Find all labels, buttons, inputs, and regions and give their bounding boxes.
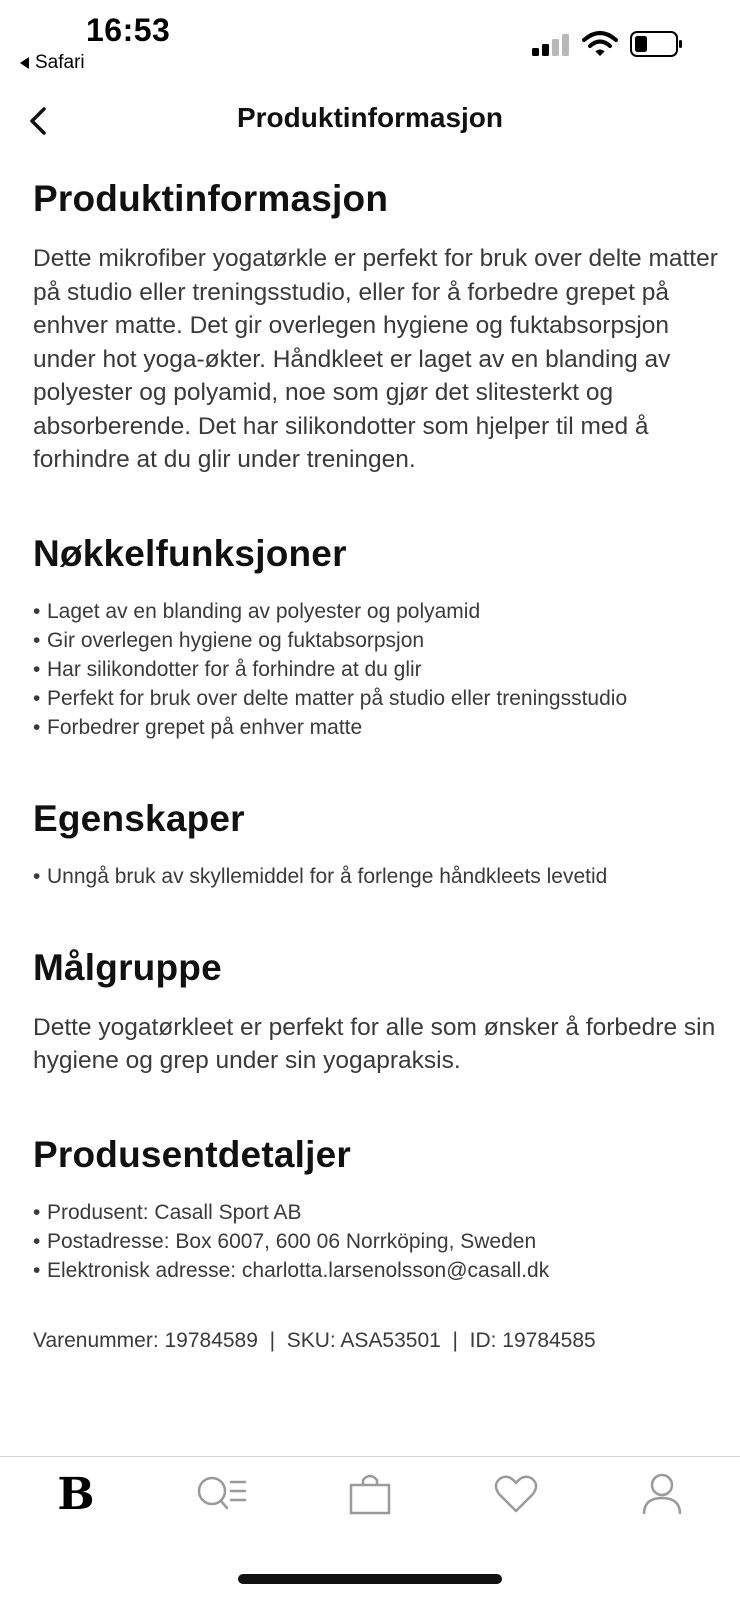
list-item: • Forbedrer grepet på enhver matte xyxy=(33,715,363,739)
back-app-label: Safari xyxy=(35,52,85,73)
tab-favorites[interactable] xyxy=(486,1469,546,1519)
back-triangle-icon xyxy=(20,57,29,69)
section-manufacturer-details xyxy=(33,1134,723,1285)
list-item: • Perfekt for bruk over delte matter på studio eller treningsstudio xyxy=(33,686,628,710)
section-heading: Produktinformasjon xyxy=(33,178,389,219)
home-indicator[interactable] xyxy=(238,1574,502,1584)
brand-logo-icon: B xyxy=(57,1468,95,1520)
product-description: Dette mikrofiber yogatørkle er perfekt for bruk over delte matter på studio eller treningsstudio, eller for å forbedre grepet på enhver matte. Det gir overlegen hygiene og fuktabsorpsjon under hot yoga-økter. Håndkleet er laget av en blanding av polyester og polyamid, noe som gjør det slitesterkt og absorberende. Det har silikondotter som hjelper til med å forhindre at du glir under treningen. xyxy=(33,245,718,473)
tab-home[interactable] xyxy=(46,1469,106,1519)
list-item: • Elektronisk adresse: charlotta.larsenolsson@casall.dk xyxy=(33,1258,550,1282)
list-item: • Unngå bruk av skyllemiddel for å forlenge håndkleets levetid xyxy=(33,864,608,888)
section-heading: Målgruppe xyxy=(33,946,222,988)
status-bar xyxy=(0,0,740,80)
feature-list xyxy=(33,597,723,742)
section-heading: Egenskaper xyxy=(33,797,245,839)
properties-list xyxy=(33,862,723,891)
section-heading: Nøkkelfunksjoner xyxy=(33,532,347,574)
wifi-icon xyxy=(582,30,618,58)
search-list-icon xyxy=(195,1474,249,1514)
tab-profile[interactable] xyxy=(632,1469,692,1519)
list-item: • Produsent: Casall Sport AB xyxy=(33,1200,302,1224)
list-item: • Postadresse: Box 6007, 600 06 Norrköping, Sweden xyxy=(33,1229,537,1253)
product-info-content xyxy=(33,178,723,1353)
section-heading: Produsentdetaljer xyxy=(33,1133,351,1175)
battery-icon xyxy=(630,31,684,57)
page-title: Produktinformasjon xyxy=(236,102,503,133)
shopping-bag-icon xyxy=(348,1472,392,1516)
section-properties xyxy=(33,798,723,891)
section-target-audience xyxy=(33,947,723,1078)
section-key-features xyxy=(33,533,723,742)
list-item: • Laget av en blanding av polyester og polyamid xyxy=(33,599,481,623)
heart-icon xyxy=(494,1474,538,1514)
back-to-safari-link[interactable] xyxy=(20,52,85,74)
list-item: • Gir overlegen hygiene og fuktabsorpsjon xyxy=(33,628,425,652)
navigation-bar xyxy=(0,88,740,152)
cellular-signal-icon xyxy=(532,34,572,56)
status-time: 16:53 xyxy=(86,12,171,48)
product-identifiers: Varenummer: 19784589 | SKU: ASA53501 | ID: 19784585 xyxy=(33,1328,596,1352)
tab-cart[interactable] xyxy=(340,1469,400,1519)
audience-description: Dette yogatørkleet er perfekt for alle som ønsker å forbedre sin hygiene og grep under sin yogapraksis. xyxy=(33,1013,716,1074)
profile-icon xyxy=(641,1472,683,1516)
manufacturer-list xyxy=(33,1198,723,1285)
list-item: • Har silikondotter for å forhindre at du glir xyxy=(33,657,422,681)
tab-search[interactable] xyxy=(192,1469,252,1519)
section-product-information xyxy=(33,178,723,477)
